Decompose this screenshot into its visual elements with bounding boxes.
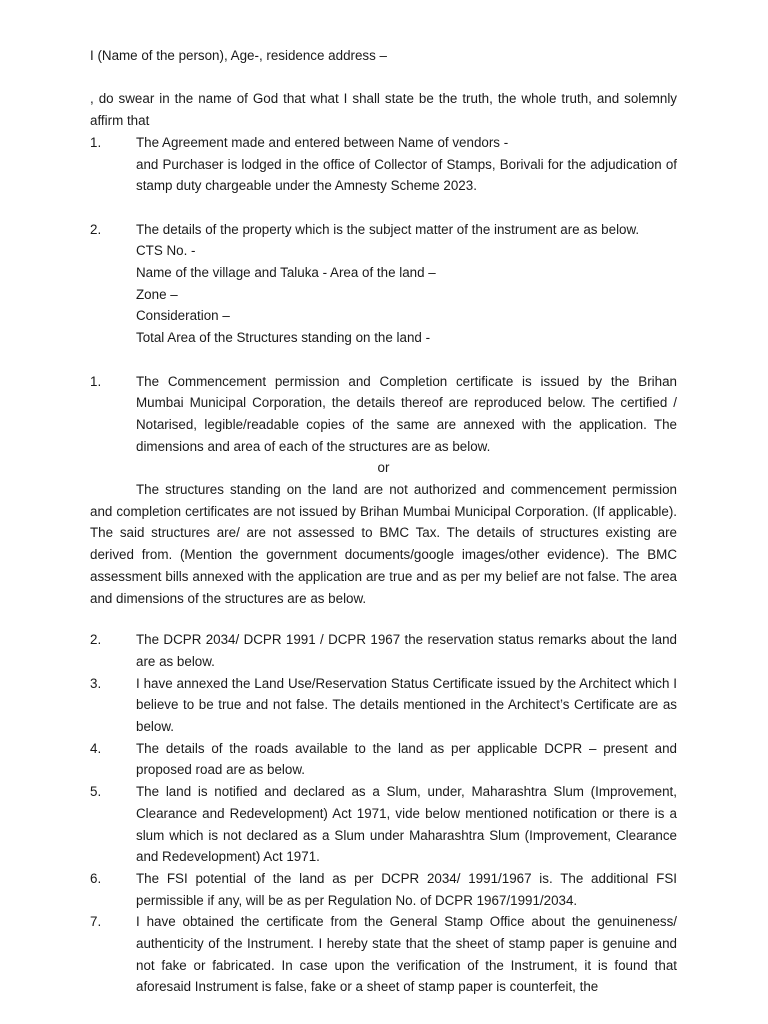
- item-text: The details of the property which is the subject matter of the instrument are as below.: [136, 221, 640, 237]
- item-number: 3.: [90, 675, 102, 691]
- list-item: [90, 781, 677, 868]
- item-number: 6.: [90, 870, 102, 886]
- list-item: [90, 132, 677, 197]
- list-item: [90, 738, 677, 781]
- property-detail: CTS No. -: [136, 243, 196, 259]
- item-number: 4.: [90, 740, 102, 756]
- list-item: [90, 219, 677, 349]
- item-text: The DCPR 2034/ DCPR 1991 / DCPR 1967 the reservation status remarks about the land are as below.: [136, 632, 677, 669]
- item-text: I have annexed the Land Use/Reservation Status Certificate issued by the Architect which I believe to be true and not false. The details mentioned in the Architect’s Certificate are as below.: [136, 675, 677, 735]
- property-detail: Consideration –: [136, 308, 230, 324]
- document-body: [90, 45, 677, 998]
- item-text: The Commencement permission and Completion certificate is issued by the Brihan Mumbai Municipal Corporation, the details thereof are reproduced below. The certified / Notarised, legible/readable copies of the same are annexed with the application. The dimensions and area of each of the structures are as below.: [136, 373, 677, 454]
- oath-paragraph: , do swear in the name of God that what I shall state be the truth, the whole truth, and solemnly affirm that: [90, 91, 677, 129]
- item-text: and Purchaser is lodged in the office of Collector of Stamps, Borivali for the adjudication of stamp duty chargeable under the Amnesty Scheme 2023.: [136, 156, 677, 194]
- property-detail: Name of the village and Taluka - Area of the land –: [136, 265, 436, 280]
- list-item: [90, 868, 677, 911]
- item-number: 5.: [90, 784, 102, 800]
- item-text: The land is notified and declared as a Slum, under, Maharashtra Slum (Improvement, Clearance and Redevelopment) Act 1971, vide below mentioned notification or there is a slum which is not declared as a Slum under Maharashtra Slum (Improvement, Clearance and Redevelopment) Act 1971.: [136, 784, 677, 865]
- list-item: [90, 629, 677, 672]
- list-item: [90, 911, 677, 998]
- opening-line: I (Name of the person), Age-, residence address –: [90, 48, 387, 63]
- item-text: The details of the roads available to the land as per applicable DCPR – present and proposed road are as below.: [136, 740, 677, 778]
- alternative-paragraph: The structures standing on the land are not authorized and commencement permission and completion certificates are not issued by Brihan Mumbai Municipal Corporation. (If applicable). The said structures are/ are not assessed to BMC Tax. The details of structures existing are derived from. (Mention the government documents/google images/other evidence). The BMC assessment bills annexed with the application are true and as per my belief are not false. The area and dimensions of the structures are as below.: [90, 482, 677, 606]
- list-item: [90, 371, 677, 458]
- item-number: 2.: [90, 632, 102, 648]
- item-number: 2.: [90, 221, 102, 237]
- property-detail: Total Area of the Structures standing on the land -: [136, 330, 431, 346]
- list-item: [90, 673, 677, 738]
- item-number: 1.: [90, 373, 102, 389]
- property-detail: Zone –: [136, 286, 178, 302]
- item-number: 1.: [90, 134, 102, 150]
- or-divider: or: [377, 460, 390, 476]
- item-text: The FSI potential of the land as per DCPR 2034/ 1991/1967 is. The additional FSI permissible if any, will be as per Regulation No. of DCPR 1967/1991/2034.: [136, 870, 677, 908]
- item-text: The Agreement made and entered between Name of vendors -: [136, 134, 509, 150]
- item-number: 7.: [90, 914, 102, 930]
- item-text: I have obtained the certificate from the General Stamp Office about the genuineness/ authenticity of the Instrument. I hereby state that the sheet of stamp paper is genuine and not fake or fabricated. In case upon the verification of the Instrument, it is found that aforesaid Instrument is false, fake or a sheet of stamp paper is counterfeit, the: [136, 914, 677, 995]
